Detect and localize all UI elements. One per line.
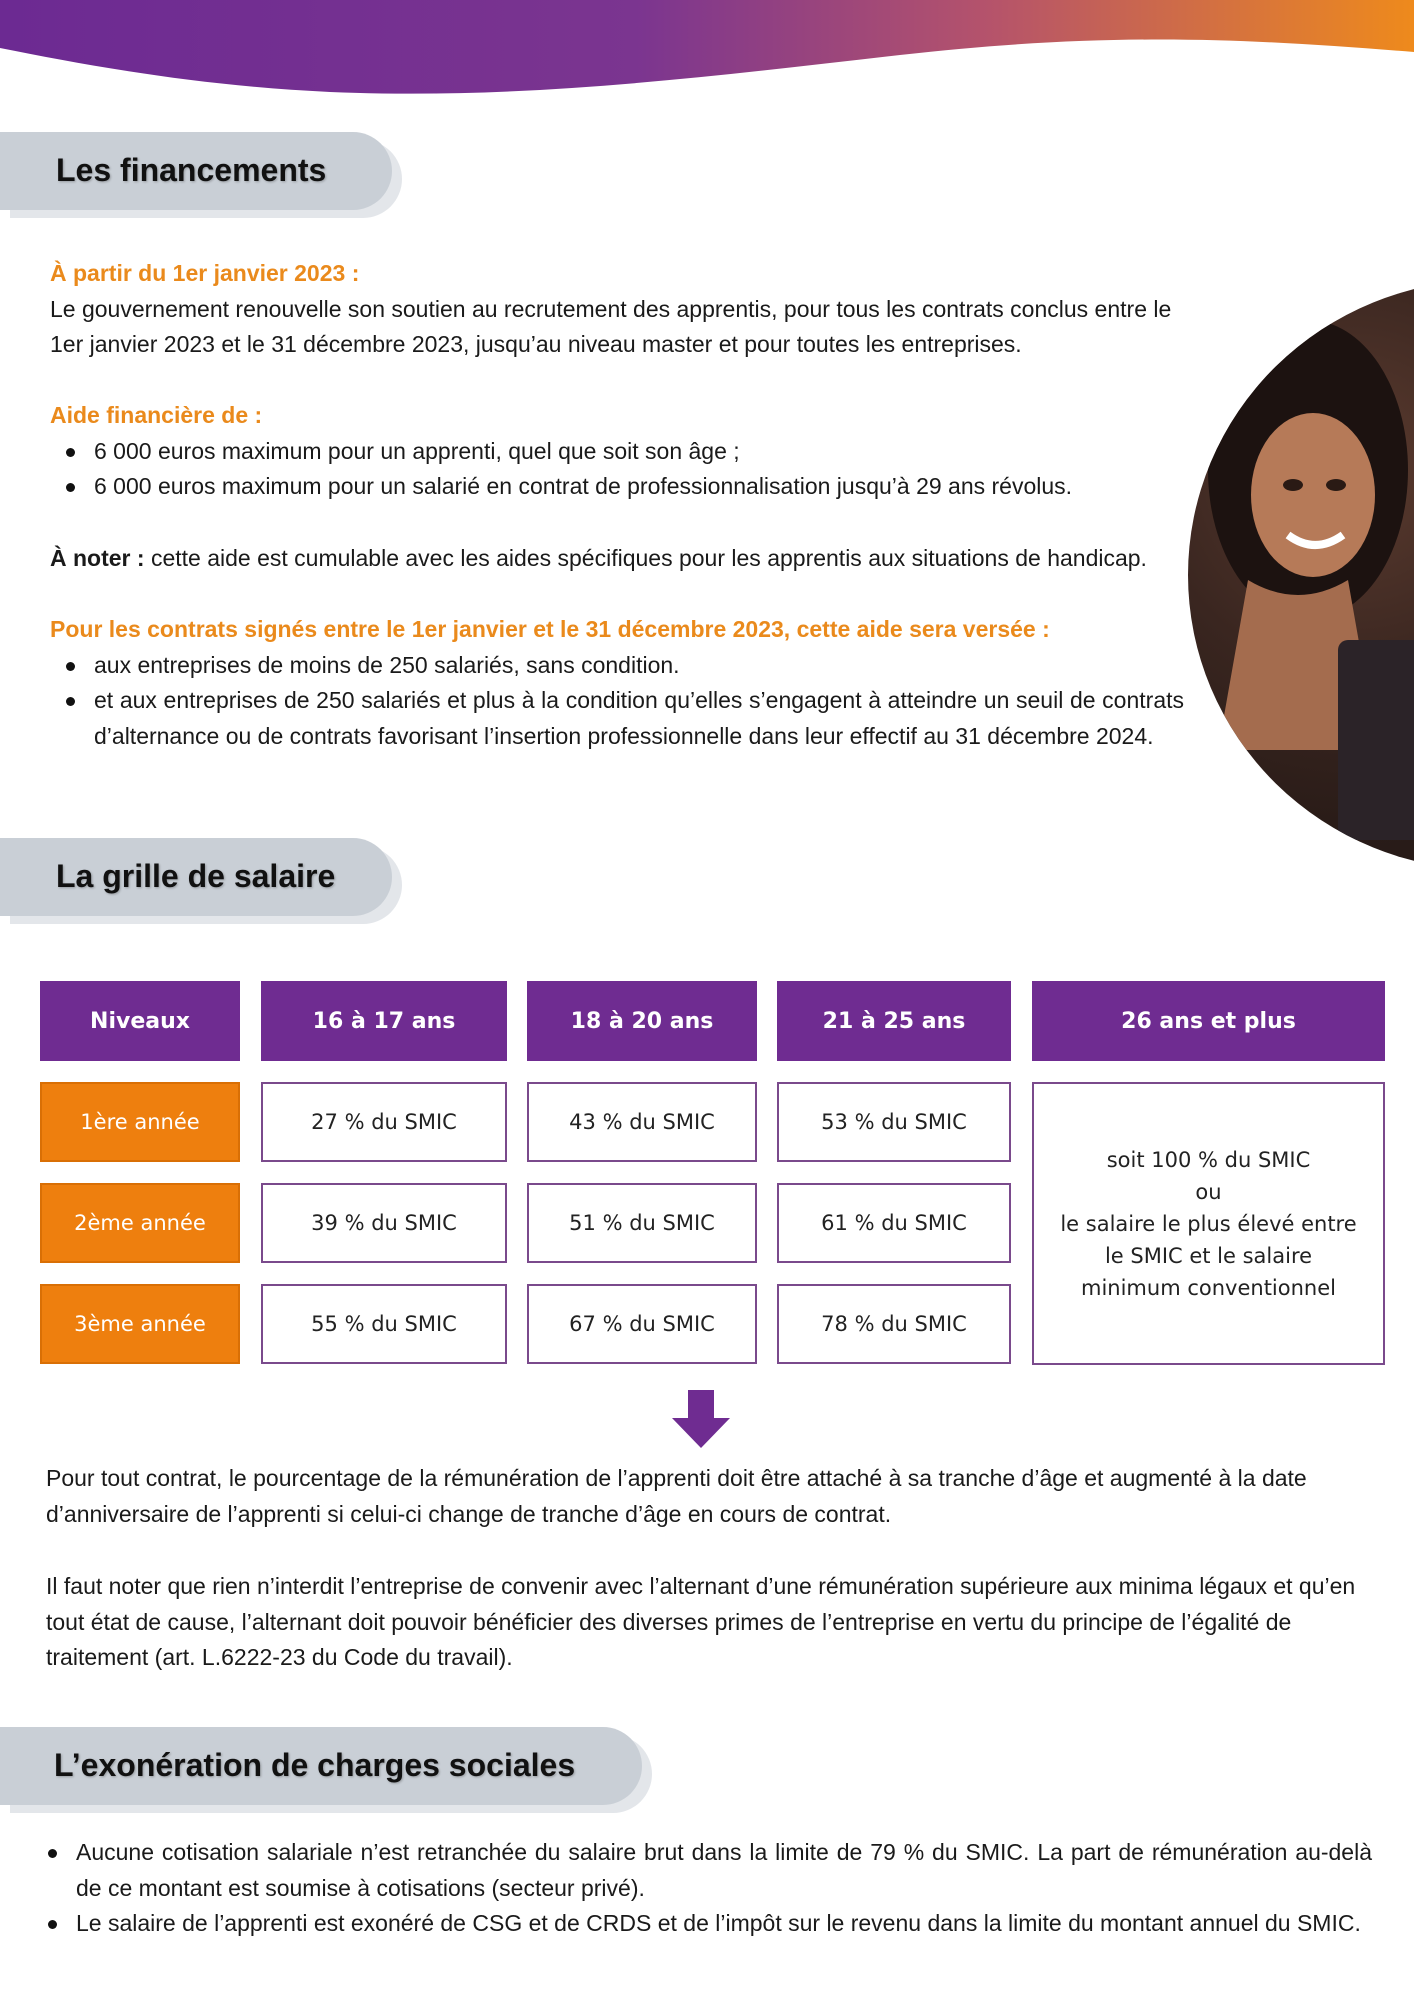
- table-cell: 55 % du SMIC: [261, 1284, 507, 1364]
- aide-list: [50, 434, 1200, 505]
- grille-paragraph-2: Il faut noter que rien n’interdit l’entreprise de convenir avec l’alternant d’une rémunération supérieure aux minima légaux et qu’en tout état de cause, l’alternant doit pouvoir bénéficier des diverses primes de l’entreprise en vertu du principe de l’égalité de traitement (art. L.6222-23 du Code du travail).: [46, 1573, 1356, 1670]
- intro-text: Le gouvernement renouvelle son soutien au recrutement des apprentis, pour tous les contrats conclus entre le 1er janvier 2023 et le 31 décembre 2023, jusqu’au niveau master et pour toutes les entreprises.: [50, 295, 1172, 357]
- versee-list: [50, 648, 1184, 755]
- heading-aide: Aide financière de :: [50, 402, 263, 428]
- row-header: 3ème année: [40, 1284, 240, 1364]
- merged-line: minimum conventionnel: [1081, 1275, 1336, 1300]
- table-header: 21 à 25 ans: [777, 981, 1011, 1061]
- table-header: 18 à 20 ans: [527, 981, 757, 1061]
- table-cell: 39 % du SMIC: [261, 1183, 507, 1263]
- heading-versee: Pour les contrats signés entre le 1er janvier et le 31 décembre 2023, cette aide sera versée :: [50, 616, 1050, 642]
- table-header: Niveaux: [40, 981, 240, 1061]
- table-cell: 51 % du SMIC: [527, 1183, 757, 1263]
- section-title: La grille de salaire: [56, 858, 336, 894]
- merged-line: ou: [1195, 1179, 1222, 1204]
- section-tab-financements: [0, 132, 392, 210]
- list-item: 6 000 euros maximum pour un salarié en contrat de professionnalisation jusqu’à 29 ans révolus.: [94, 469, 1200, 505]
- list-item: Aucune cotisation salariale n’est retranchée du salaire brut dans la limite de 79 % du SMIC. La part de rémunération au-delà de ce montant est soumise à cotisations (secteur privé).: [76, 1835, 1372, 1906]
- table-cell: 53 % du SMIC: [777, 1082, 1011, 1162]
- versee-block: [50, 612, 1184, 754]
- table-cell: 78 % du SMIC: [777, 1284, 1011, 1364]
- grille-paragraph-1: Pour tout contrat, le pourcentage de la rémunération de l’apprenti doit être attaché à sa tranche d’âge et augmenté à la date d’anniversaire de l’apprenti si celui-ci change de tranche d’âge en cours de contrat.: [46, 1465, 1307, 1527]
- note-line: [50, 541, 1250, 577]
- aide-block: [50, 398, 1200, 505]
- table-cell-merged: [1032, 1082, 1385, 1365]
- table-header: 26 ans et plus: [1032, 981, 1385, 1061]
- note-label: À noter :: [50, 545, 145, 571]
- section-tab-grille: [0, 838, 392, 916]
- apprentice-photo: [1188, 280, 1414, 870]
- row-header: 1ère année: [40, 1082, 240, 1162]
- section-title: Les financements: [56, 152, 327, 188]
- heading-date: À partir du 1er janvier 2023 :: [50, 260, 360, 286]
- arrow-down-icon: [670, 1390, 732, 1450]
- exoneration-list: [32, 1835, 1372, 1942]
- section-tab-exoneration: [0, 1727, 642, 1805]
- exoneration-block: [32, 1835, 1372, 1942]
- header-wave: [0, 0, 1414, 110]
- list-item: aux entreprises de moins de 250 salariés, sans condition.: [94, 648, 1184, 684]
- list-item: Le salaire de l’apprenti est exonéré de CSG et de CRDS et de l’impôt sur le revenu dans la limite du montant annuel du SMIC.: [76, 1906, 1372, 1942]
- table-cell: 67 % du SMIC: [527, 1284, 757, 1364]
- merged-line: le SMIC et le salaire: [1104, 1243, 1313, 1268]
- section-title: L’exonération de charges sociales: [54, 1747, 576, 1783]
- merged-line: le salaire le plus élevé entre: [1060, 1211, 1357, 1236]
- table-cell: 27 % du SMIC: [261, 1082, 507, 1162]
- financements-intro: [50, 256, 1200, 363]
- list-item: et aux entreprises de 250 salariés et plus à la condition qu’elles s’engagent à atteindre un seuil de contrats d’alternance ou de contrats favorisant l’insertion professionnelle dans leur effectif au 31 décembre 2024.: [94, 683, 1184, 754]
- row-header: 2ème année: [40, 1183, 240, 1263]
- table-header: 16 à 17 ans: [261, 981, 507, 1061]
- list-item: 6 000 euros maximum pour un apprenti, quel que soit son âge ;: [94, 434, 1200, 470]
- merged-line: soit 100 % du SMIC: [1106, 1147, 1311, 1172]
- table-cell: 61 % du SMIC: [777, 1183, 1011, 1263]
- note-text: cette aide est cumulable avec les aides spécifiques pour les apprentis aux situations de handicap.: [144, 545, 1147, 571]
- table-cell: 43 % du SMIC: [527, 1082, 757, 1162]
